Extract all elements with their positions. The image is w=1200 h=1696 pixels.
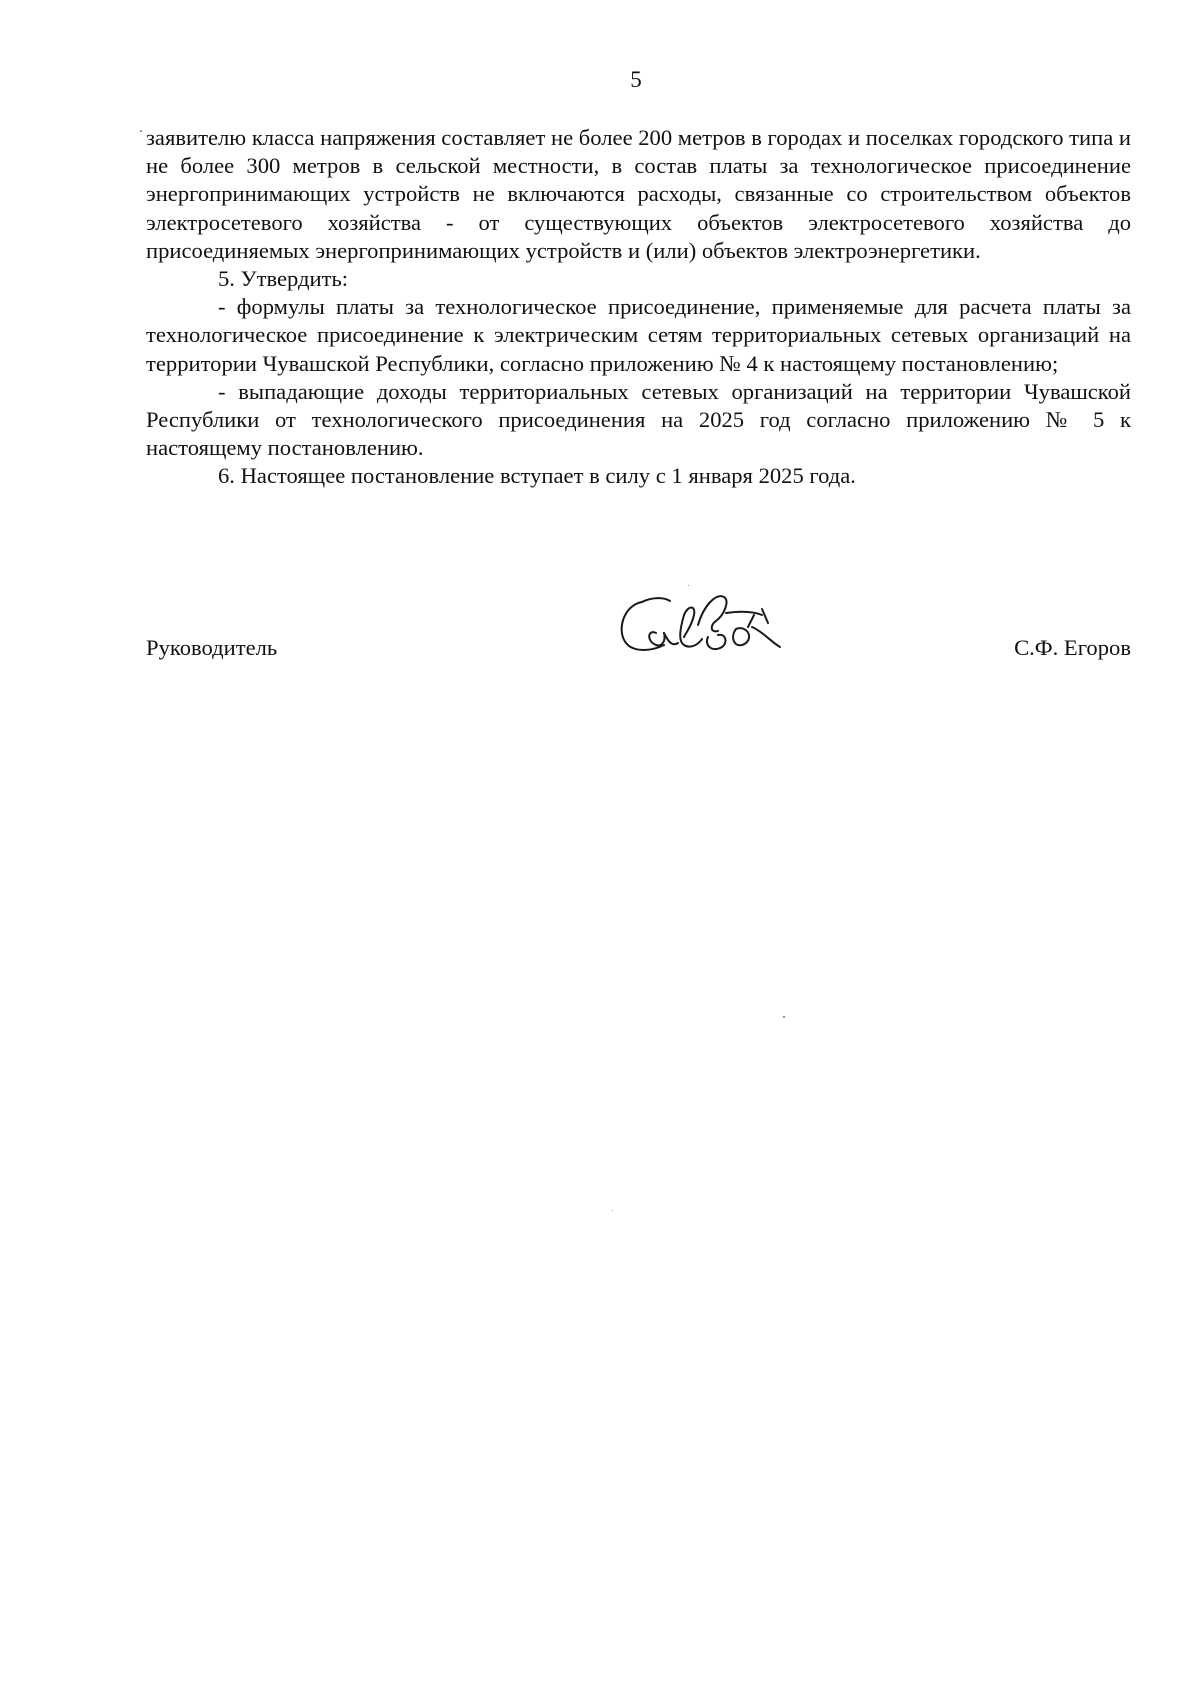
scan-speck	[612, 1210, 613, 1211]
handwritten-signature	[612, 575, 822, 675]
paragraph-item-5: 5. Утвердить:	[218, 266, 349, 292]
scan-speck	[688, 585, 689, 586]
scan-speck	[783, 1016, 785, 1018]
paragraph-item-5-bullet-2: - выпадающие доходы территориальных сетевых организаций на территории Чувашской Республики от технологического присоединения на 2025 год согласно приложению № 5 к настоящему постановлению.	[146, 378, 1131, 461]
paragraph-item-5-bullet-1: - формулы платы за технологическое присоединение, применяемые для расчета платы за технологическое присоединение к электрическим сетям территориальных сетевых организаций на территории Чувашской Республики, согласно приложению № 4 к настоящему постановлению;	[146, 294, 1131, 376]
paragraph-continuation: заявителю класса напряжения составляет не более 200 метров в городах и поселках городского типа и не более 300 метров в сельской местности, в состав платы за технологическое присоединение энергопринимающих устройств не включаются расходы, связанные со строительством объектов электросетевого хозяйства - от существующих объектов электросетевого хозяйства до присоединяемых энергопринимающих устройств и (или) объектов электроэнергетики.	[146, 125, 1131, 263]
page-number: 5	[630, 67, 642, 92]
signatory-name: С.Ф. Егоров	[1014, 635, 1131, 660]
document-body	[146, 124, 1131, 491]
scan-speck	[140, 130, 142, 132]
paragraph-item-6: 6. Настоящее постановление вступает в силу с 1 января 2025 года.	[218, 463, 856, 489]
signatory-title: Руководитель	[146, 635, 278, 660]
